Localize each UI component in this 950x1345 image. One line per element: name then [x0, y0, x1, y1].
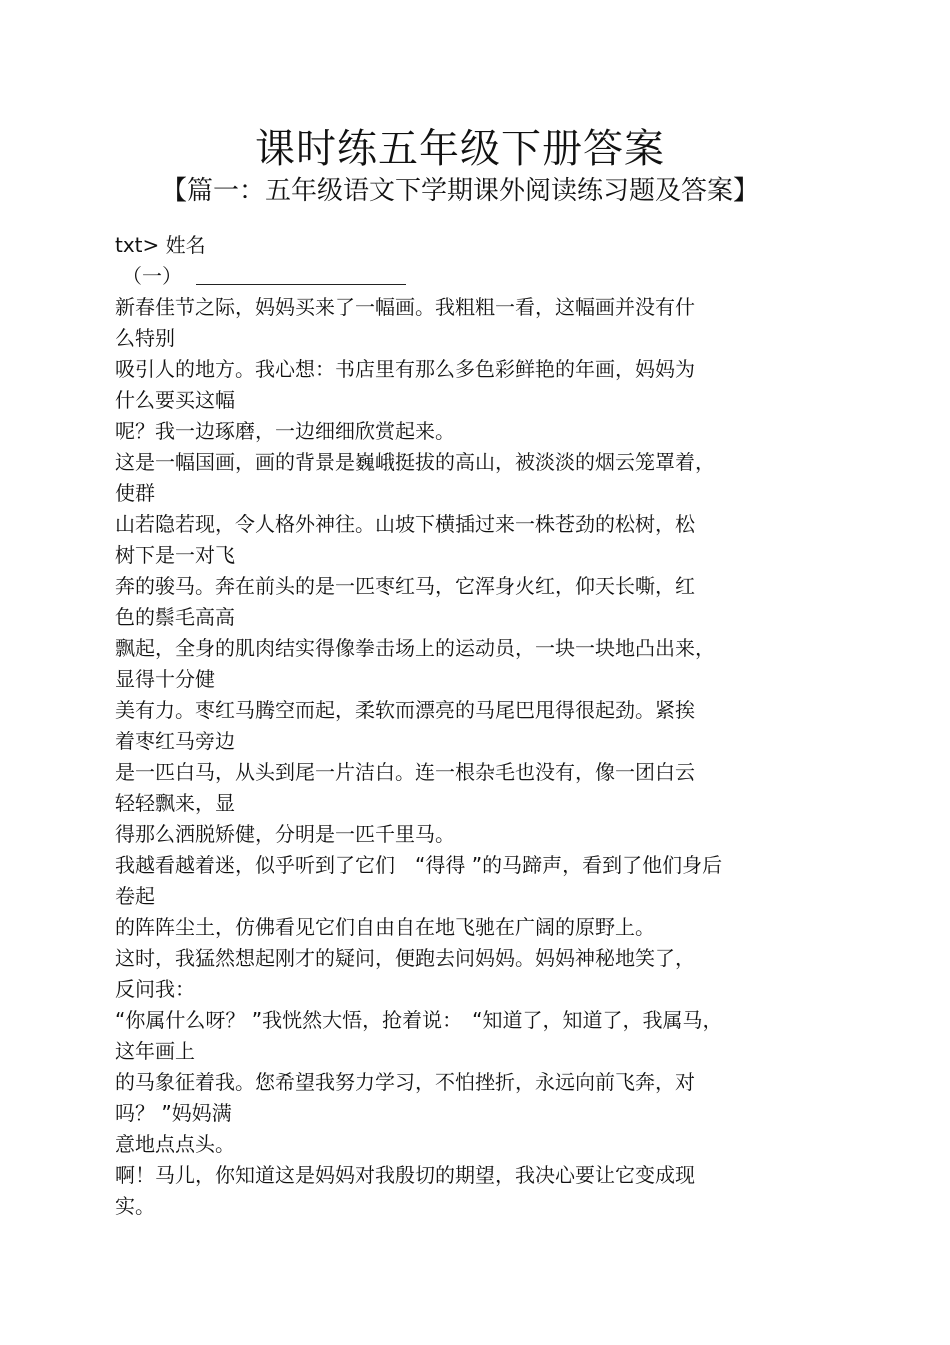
passage-line: 奔的骏马。奔在前头的是一匹枣红马，它浑身火红，仰天长嘶，红: [115, 574, 695, 598]
passage-line: 卷起: [115, 884, 155, 908]
passage-line: “你属什么呀？ ”我恍然大悟，抢着说： “知道了，知道了，我属马，: [115, 1008, 723, 1032]
passage-line: 实。: [115, 1194, 155, 1218]
name-label: txt> 姓名: [115, 233, 206, 257]
document-title: 课时练五年级下册答案: [255, 126, 665, 172]
passage-line: 轻轻飘来，显: [115, 791, 235, 815]
passage-line: 的阵阵尘土，仿佛看见它们自由自在地飞驰在广阔的原野上。: [115, 915, 655, 939]
passage-line: 显得十分健: [115, 667, 215, 691]
passage-line: 美有力。枣红马腾空而起，柔软而漂亮的马尾巴甩得很起劲。紧挨: [115, 698, 695, 722]
fill-in-blank: [196, 264, 406, 285]
passage-line: 什么要买这幅: [115, 388, 235, 412]
passage-line: 色的鬃毛高高: [115, 605, 235, 629]
passage-line: 我越看越着迷，似乎听到了它们 “得得 ”的马蹄声，看到了他们身后: [115, 853, 723, 877]
passage-line: 反问我：: [115, 977, 195, 1001]
passage-line: 是一匹白马，从头到尾一片洁白。连一根杂毛也没有，像一团白云: [115, 760, 695, 784]
passage-line: 吗？ ”妈妈满: [115, 1101, 232, 1125]
passage-line: 啊！马儿，你知道这是妈妈对我殷切的期望，我决心要让它变成现: [115, 1163, 695, 1187]
passage-line: 飘起，全身的肌肉结实得像拳击场上的运动员，一块一块地凸出来，: [115, 636, 715, 660]
passage-line: 么特别: [115, 326, 175, 350]
passage-line: 吸引人的地方。我心想：书店里有那么多色彩鲜艳的年画，妈妈为: [115, 357, 695, 381]
passage-line: 的马象征着我。您希望我努力学习，不怕挫折，永远向前飞奔，对: [115, 1070, 695, 1094]
section-row: [115, 261, 795, 292]
section-label: （一）: [122, 264, 182, 288]
passage-line: 得那么洒脱矫健，分明是一匹千里马。: [115, 822, 455, 846]
passage-line: 呢？我一边琢磨，一边细细欣赏起来。: [115, 419, 455, 443]
passage-line: 新春佳节之际，妈妈买来了一幅画。我粗粗一看，这幅画并没有什: [115, 295, 695, 319]
passage-line: 着枣红马旁边: [115, 729, 235, 753]
passage-line: 山若隐若现，令人格外神往。山坡下横插过来一株苍劲的松树，松: [115, 512, 695, 536]
document-subtitle: 【篇一：五年级语文下学期课外阅读练习题及答案】: [160, 176, 759, 206]
passage-line: 这是一幅国画，画的背景是巍峨挺拔的高山，被淡淡的烟云笼罩着，: [115, 450, 715, 474]
passage-line: 这年画上: [115, 1039, 195, 1063]
passage-line: 树下是一对飞: [115, 543, 235, 567]
document-body: [115, 230, 795, 1222]
passage-line: 使群: [115, 481, 155, 505]
passage-line: 这时，我猛然想起刚才的疑问，便跑去问妈妈。妈妈神秘地笑了，: [115, 946, 695, 970]
passage-line: 意地点点头。: [115, 1132, 235, 1156]
passage-lines: [115, 292, 795, 1222]
